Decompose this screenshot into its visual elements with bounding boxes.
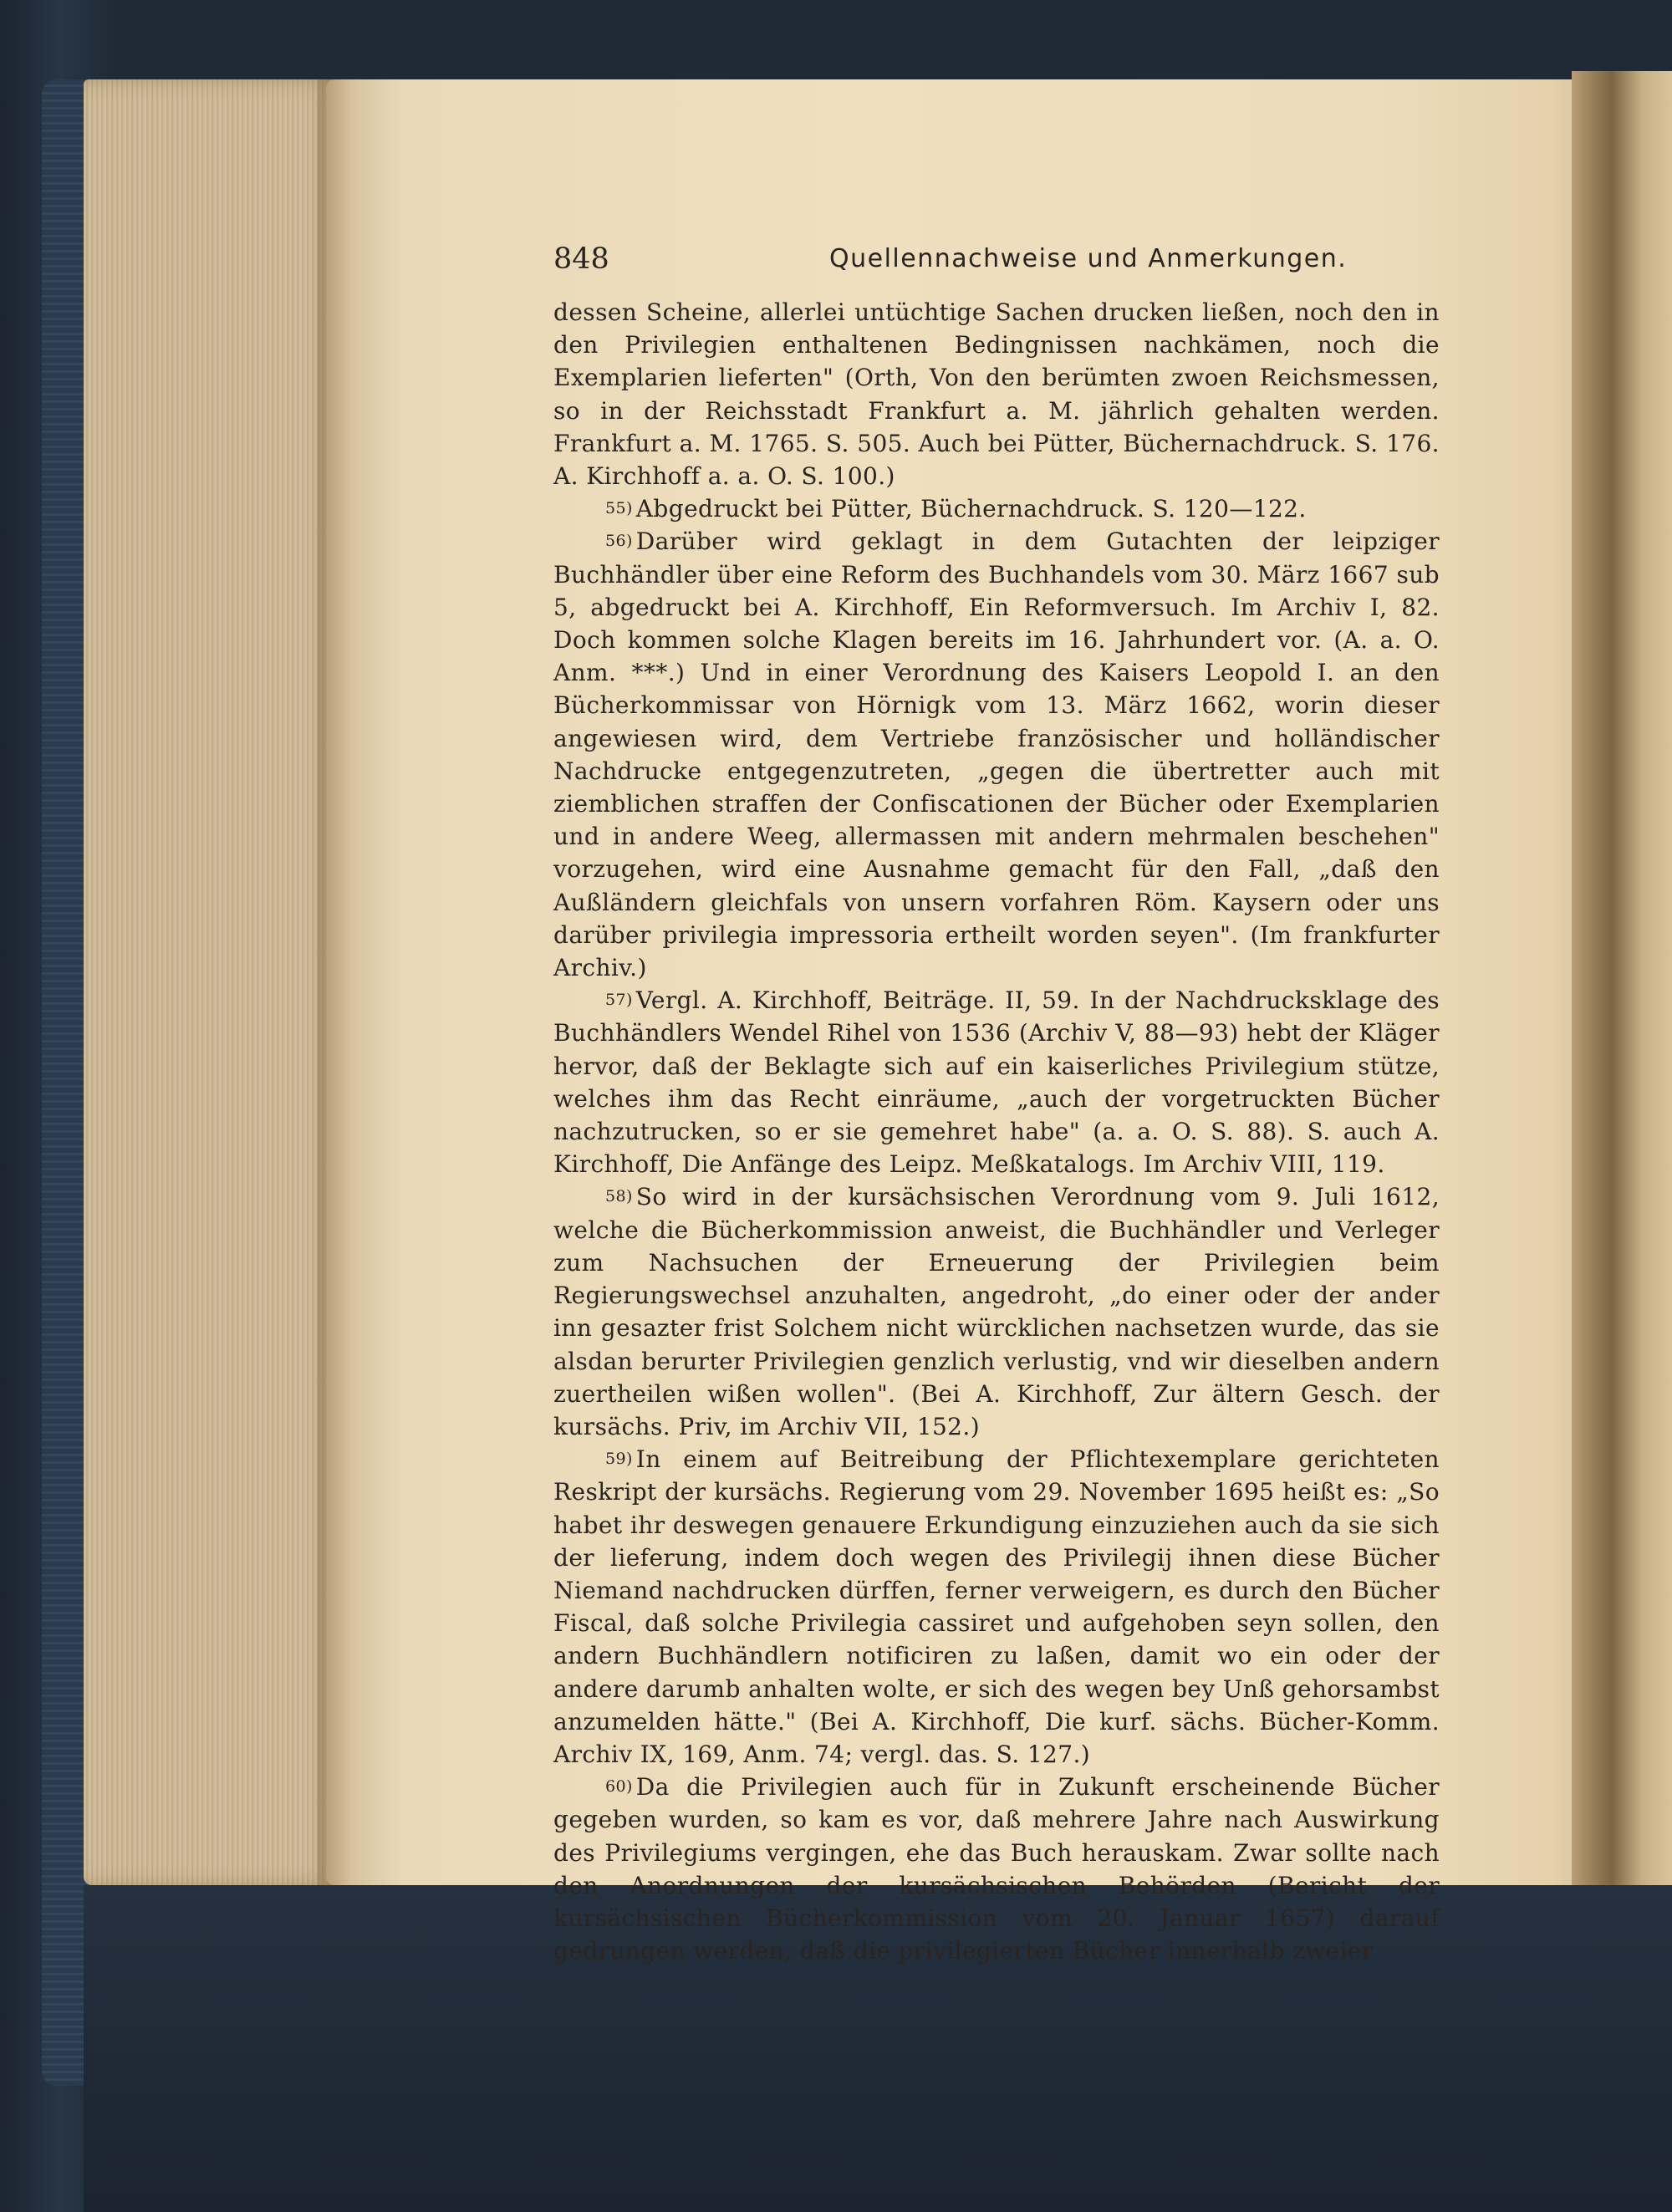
book-gutter (1572, 71, 1672, 1893)
footnote-number: 56) (605, 532, 633, 551)
footnote-text: So wird in der kursächsischen Verordnung vom 9. Juli 1612, welche die Bücherkommission anweist, die Buchhändler und Verleger zum Nachsuchen der Erneuerung der Privilegien beim Regierungswechsel anzuhalten, angedroht, „do einer oder der ander inn gesazter frist Solchem nicht würcklichen nachsetzen wurde, das sie alsdan berurter Privilegien genzlich verlustig, vnd wir dieselben andern zuertheilen wißen wollen". (Bei A. Kirchhoff, Zur ältern Gesch. der kursächs. Priv, im Archiv VII, 152.) (553, 1183, 1440, 1440)
footnote-59 (553, 1443, 1440, 1771)
footnote-56 (553, 525, 1440, 984)
footnote-text: Darüber wird geklagt in dem Gutachten der leipziger Buchhändler über eine Reform des Buchhandels vom 30. März 1667 sub 5, abgedruckt bei A. Kirchhoff, Ein Reformversuch. Im Archiv I, 82. Doch kommen solche Klagen bereits im 16. Jahrhundert vor. (A. a. O. Anm. ***.) Und in einer Verordnung des Kaisers Leopold I. an den Bücherkommissar von Hörnigk vom 13. März 1662, worin dieser angewiesen wird, dem Vertriebe französischer und holländischer Nachdrucke entgegenzutreten, „gegen die übertretter auch mit ziemblichen straffen der Confiscationen der Bücher oder Exemplarien und in andere Weeg, allermassen mit andern mehrmalen beschehen" vorzugehen, wird eine Ausnahme gemacht für den Fall, „daß den Außländern gleichfals von unsern vorfahren Röm. Kaysern oder uns darüber privilegia impressoria ertheilt worden seyen". (Im frankfurter Archiv.) (553, 528, 1440, 982)
footnote-60 (553, 1771, 1440, 1967)
footnote-55 (553, 492, 1440, 525)
page-edges (84, 79, 334, 1885)
text-block (553, 296, 1440, 1967)
footnote-number: 59) (605, 1450, 633, 1469)
footnote-58 (553, 1180, 1440, 1443)
footnote-text: In einem auf Beitreibung der Pflichtexemplare gerichteten Reskript der kursächs. Regierung vom 29. November 1695 heißt es: „So habet ihr deswegen genauere Erkundigung einzuziehen auch da sie sich der lieferung, indem doch wegen des Privilegij ihnen diese Bücher Niemand nachdrucken dürffen, ferner verweigern, es durch den Bücher Fiscal, daß solche Privilegia cassiret und aufgehoben seyn sollen, den andern Buchhändlern notificiren zu laßen, damit wo ein oder der andere darumb anhalten wolte, er sich des wegen bey Unß gehorsambst anzumelden hätte." (Bei A. Kirchhoff, Die kurf. sächs. Bücher-Komm. Archiv IX, 169, Anm. 74; vergl. das. S. 127.) (553, 1445, 1440, 1768)
footnote-number: 55) (605, 499, 633, 518)
footnote-text: Abgedruckt bei Pütter, Büchernachdruck. S. 120—122. (635, 495, 1307, 523)
footnote-text: Vergl. A. Kirchhoff, Beiträge. II, 59. In der Nachdrucksklage des Buchhändlers Wendel Rihel von 1536 (Archiv V, 88—93) hebt der Kläger hervor, daß der Beklagte sich auf ein kaiserliches Privilegium stütze, welches ihm das Recht einräume, „auch der vorgetruckten Bücher nachzutrucken, so er sie gemehret habe" (a. a. O. S. 88). S. auch A. Kirchhoff, Die Anfänge des Leipz. Meßkatalogs. Im Archiv VIII, 119. (553, 986, 1440, 1179)
footnote-number: 58) (605, 1187, 633, 1206)
paragraph-text: dessen Scheine, allerlei untüchtige Sachen drucken ließen, noch den in den Privilegien enthaltenen Bedingnissen nachkämen, noch die Exemplarien lieferten" (Orth, Von den berümten zwoen Reichsmessen, so in der Reichsstadt Frankfurt a. M. jährlich gehalten werden. Frankfurt a. M. 1765. S. 505. Auch bei Pütter, Büchernachdruck. S. 176. A. Kirchhoff a. a. O. S. 100.) (553, 298, 1440, 491)
page-number: 848 (553, 242, 609, 276)
footnote-number: 60) (605, 1777, 633, 1797)
page-curl-shadow (318, 79, 351, 1885)
paragraph-continuation (553, 296, 1440, 492)
footnote-57 (553, 984, 1440, 1180)
running-head: Quellennachweise und Anmerkungen. (829, 244, 1348, 273)
footnote-text: Da die Privilegien auch für in Zukunft erscheinende Bücher gegeben wurden, so kam es vor, daß mehrere Jahre nach Auswirkung des Privilegiums vergingen, ehe das Buch herauskam. Zwar sollte nach den Anordnungen der kursächsischen Behörden (Bericht der kursächsischen Bücherkommission vom 20. Januar 1657) darauf gedrungen werden, daß die privilegierten Bücher innerhalb zweier (553, 1773, 1440, 1965)
page-header (553, 242, 1440, 279)
footnote-number: 57) (605, 991, 633, 1010)
